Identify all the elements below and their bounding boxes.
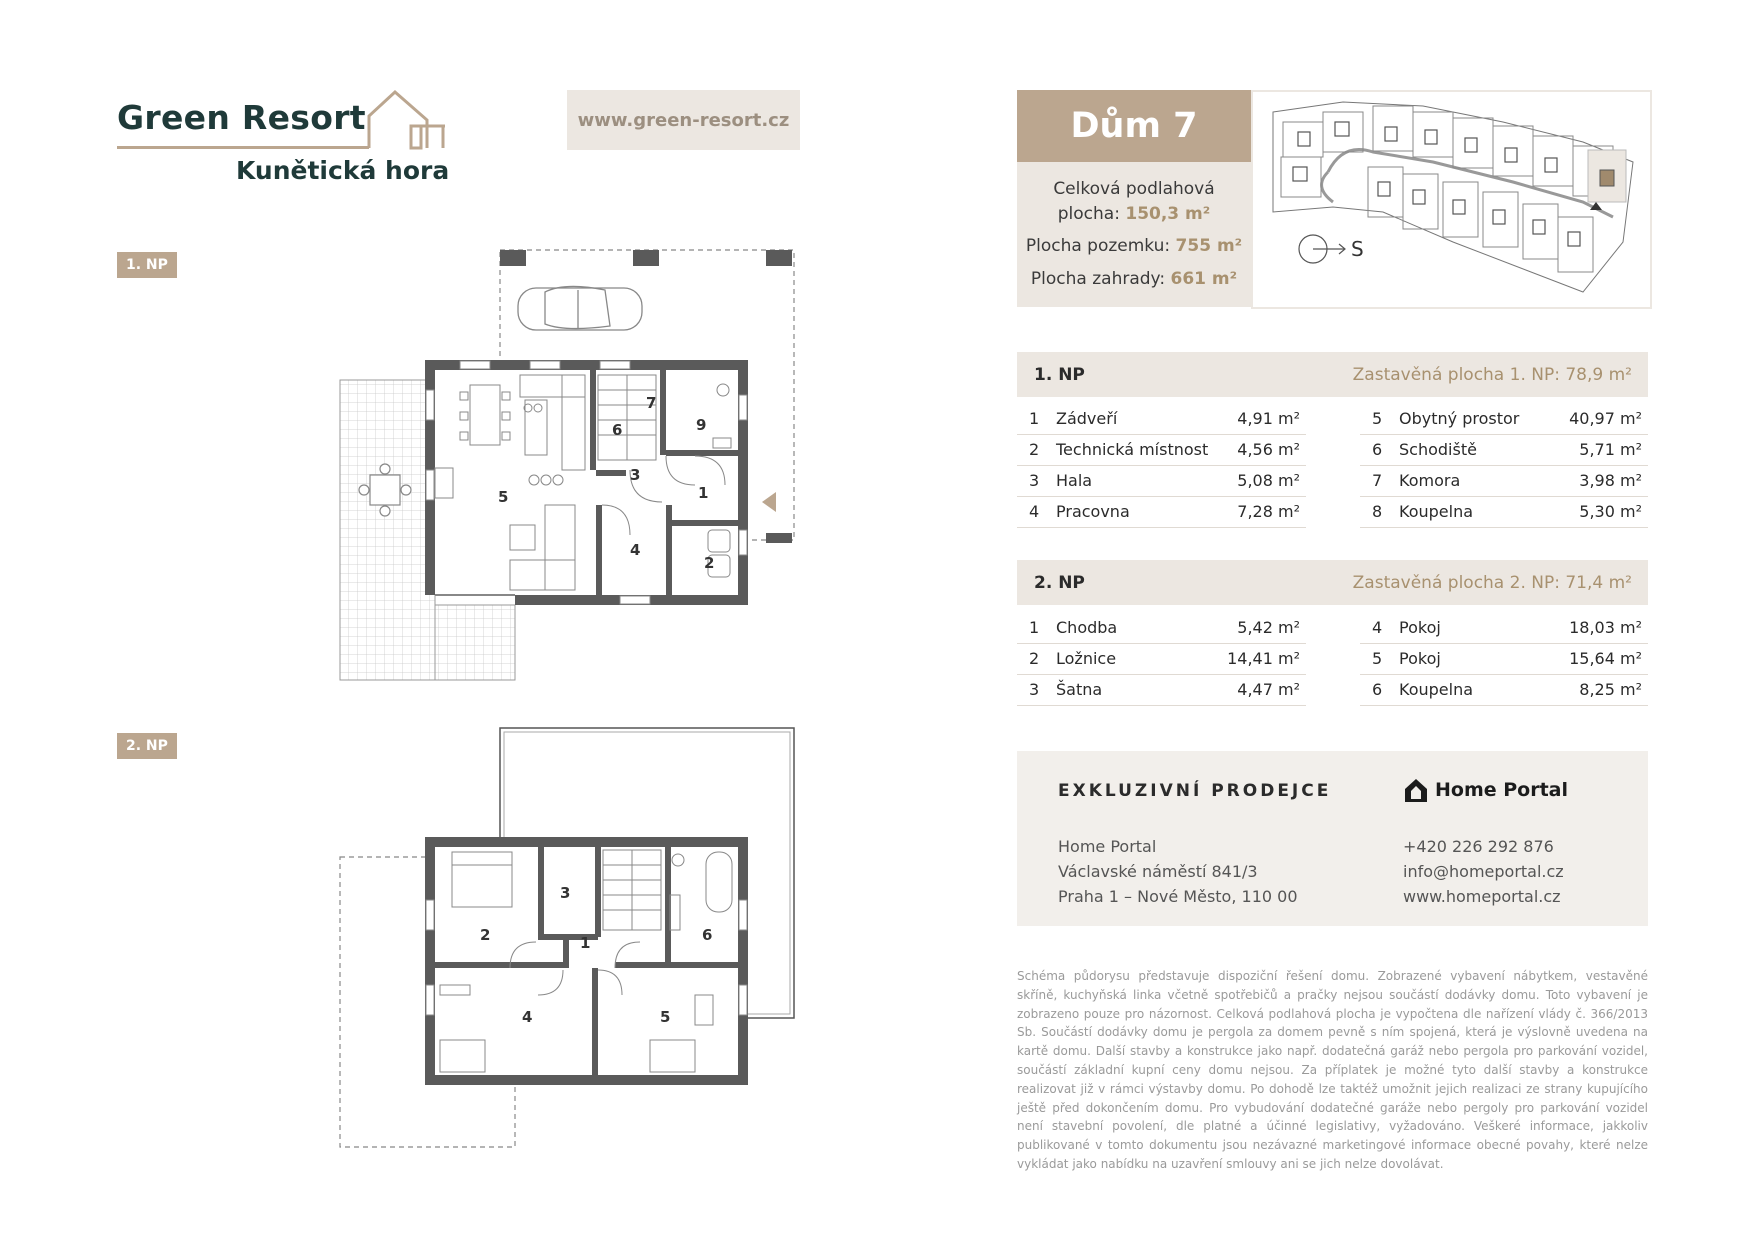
room-row <box>1017 643 1306 675</box>
plan2-label-4: 4 <box>522 1008 533 1026</box>
logo-subtitle: Kunětická hora <box>236 156 450 185</box>
plan2-label-5: 5 <box>660 1008 671 1026</box>
floor2-label: 2. NP <box>1034 573 1085 593</box>
room-area: 3,98 m² <box>1579 471 1642 490</box>
house-info <box>1017 162 1251 307</box>
plan2-label-1: 1 <box>580 934 591 952</box>
room-number: 3 <box>1029 680 1040 699</box>
room-name: Chodba <box>1056 618 1118 637</box>
room-number: 1 <box>1029 618 1040 637</box>
room-area: 4,47 m² <box>1237 680 1300 699</box>
room-name: Obytný prostor <box>1399 409 1520 428</box>
plan1-label-5: 5 <box>498 488 509 506</box>
seller-address-line: Praha 1 – Nové Město, 110 00 <box>1058 887 1298 906</box>
room-area: 14,41 m² <box>1227 649 1300 668</box>
room-row <box>1017 434 1306 466</box>
plan1-label-2: 2 <box>704 554 715 572</box>
seller-address <box>1058 834 1298 909</box>
seller-title: EXKLUZIVNÍ PRODEJCE <box>1058 781 1332 801</box>
seller-phone[interactable]: +420 226 292 876 <box>1403 837 1554 856</box>
garden-value: 661 m² <box>1170 268 1238 289</box>
plot-value: 755 m² <box>1175 236 1243 257</box>
room-number: 2 <box>1029 649 1040 668</box>
orientation-label: S <box>1351 237 1364 261</box>
seller-contact <box>1403 834 1564 909</box>
floor1-built-area: Zastavěná plocha 1. NP: 78,9 m² <box>1352 365 1632 385</box>
room-name: Komora <box>1399 471 1461 490</box>
floor1-table-header <box>1017 352 1648 397</box>
room-area: 5,08 m² <box>1237 471 1300 490</box>
plan1-label-6: 6 <box>612 421 623 439</box>
car-icon <box>518 286 642 330</box>
floor2-built-area: Zastavěná plocha 2. NP: 71,4 m² <box>1352 573 1632 593</box>
room-area: 8,25 m² <box>1579 680 1642 699</box>
room-row <box>1360 674 1648 706</box>
room-number: 5 <box>1372 409 1383 428</box>
disclaimer: Schéma půdorysu představuje dispoziční řešení domu. Zobrazené vybavení nábytkem, vestavěné skříně, kuchyňská linka včetně spotřebičů a pračky nejsou součástí dodávky domu. Toto vybavení je zobrazeno pouze pro názornost. Celková podlahová plocha je vypočtena dle nařízení vlády č. 366/2013 Sb. Součástí dodávky domu je pergola za domem pevně s ním spojená, která je výslovně uvedena na kartě domu. Další stavby a konstrukce jako např. dodatečná garáž nebo pergola pro parkování vozidel, součástí základní kupní ceny domu nejsou. Za příplatek je možné tyto další stavby a konstrukce realizovat již v rámci výstavby domu. Po dohodě lze taktéž umožnit jejich realizaci ze strany kupujícího ještě před dokončením domu. Pro vybudování dodatečné garáže nebo pergoly pro parkování vozidel není stavební povolení, dle platné a účinné legislativy, vyžadováno. Veškeré informace, jakkoliv publikované v tomto dokumentu jsou nezávazné marketingové informace obecné povahy, které nelze vykládat jako nabídku na uzavření smlouvy ani se jich nelze dovolávat. <box>1017 969 1648 1171</box>
plan1-label-3: 3 <box>630 466 641 484</box>
room-name: Pokoj <box>1399 618 1441 637</box>
floor-area-value: 150,3 m² <box>1125 203 1211 224</box>
room-area: 5,42 m² <box>1237 618 1300 637</box>
room-area: 4,56 m² <box>1237 440 1300 459</box>
room-row <box>1360 403 1648 435</box>
house-title: Dům 7 <box>1017 90 1251 162</box>
room-number: 7 <box>1372 471 1383 490</box>
room-area: 40,97 m² <box>1569 409 1642 428</box>
room-name: Šatna <box>1056 680 1103 699</box>
logo-underline <box>117 146 369 149</box>
floor-plan-2 <box>330 720 810 1160</box>
site-map <box>1251 90 1652 309</box>
seller-address-line: Václavské náměstí 841/3 <box>1058 862 1258 881</box>
room-number: 2 <box>1029 440 1040 459</box>
room-area: 5,71 m² <box>1579 440 1642 459</box>
floor1-label: 1. NP <box>1034 365 1085 385</box>
room-name: Technická místnost <box>1056 440 1209 459</box>
logo-house-icon <box>355 88 455 152</box>
room-row <box>1360 496 1648 528</box>
floor2-tag: 2. NP <box>117 733 177 759</box>
room-number: 6 <box>1372 440 1383 459</box>
room-area: 4,91 m² <box>1237 409 1300 428</box>
room-row <box>1017 674 1306 706</box>
plan1-label-7: 7 <box>646 394 657 412</box>
room-name: Hala <box>1056 471 1093 490</box>
room-name: Schodiště <box>1399 440 1477 459</box>
room-row <box>1360 612 1648 644</box>
room-number: 8 <box>1372 502 1383 521</box>
plan2-label-3: 3 <box>560 884 571 902</box>
room-name: Ložnice <box>1056 649 1117 668</box>
floor-plan-1 <box>330 240 810 690</box>
floor1-tag: 1. NP <box>117 252 177 278</box>
seller-box <box>1017 751 1648 926</box>
room-number: 5 <box>1372 649 1383 668</box>
room-number: 3 <box>1029 471 1040 490</box>
seller-email[interactable]: info@homeportal.cz <box>1403 862 1564 881</box>
seller-address-line: Home Portal <box>1058 837 1157 856</box>
room-number: 4 <box>1029 502 1040 521</box>
plan1-label-4: 4 <box>630 541 641 559</box>
room-row <box>1017 496 1306 528</box>
room-number: 4 <box>1372 618 1383 637</box>
room-area: 5,30 m² <box>1579 502 1642 521</box>
room-number: 6 <box>1372 680 1383 699</box>
room-name: Zádveří <box>1056 409 1118 428</box>
website-link[interactable]: www.green-resort.cz <box>567 90 800 150</box>
seller-brand-name: Home Portal <box>1435 779 1569 801</box>
room-row <box>1360 643 1648 675</box>
room-row <box>1360 434 1648 466</box>
room-number: 1 <box>1029 409 1040 428</box>
floor-area-label2: plocha: <box>1057 203 1120 224</box>
seller-brand <box>1403 777 1568 803</box>
room-name: Koupelna <box>1399 680 1474 699</box>
floor-area-label: Celková podlahová <box>1053 179 1215 199</box>
logo-title: Green Resort <box>117 98 366 137</box>
room-row <box>1017 612 1306 644</box>
room-name: Pracovna <box>1056 502 1130 521</box>
plan1-label-1: 1 <box>698 484 709 502</box>
house-7-highlight <box>1600 170 1614 186</box>
room-row <box>1017 403 1306 435</box>
garden-label: Plocha zahrady: <box>1030 268 1166 289</box>
plot-label: Plocha pozemku: <box>1025 236 1171 257</box>
seller-website[interactable]: www.homeportal.cz <box>1403 887 1561 906</box>
plan2-label-2: 2 <box>480 926 491 944</box>
floor2-table-header <box>1017 560 1648 605</box>
home-portal-logo-icon <box>1403 777 1429 803</box>
room-area: 7,28 m² <box>1237 502 1300 521</box>
room-row <box>1360 465 1648 497</box>
plan2-label-6: 6 <box>702 926 713 944</box>
plan1-label-9: 9 <box>696 416 707 434</box>
room-row <box>1017 465 1306 497</box>
room-area: 18,03 m² <box>1569 618 1642 637</box>
room-name: Koupelna <box>1399 502 1474 521</box>
room-name: Pokoj <box>1399 649 1441 668</box>
room-area: 15,64 m² <box>1569 649 1642 668</box>
